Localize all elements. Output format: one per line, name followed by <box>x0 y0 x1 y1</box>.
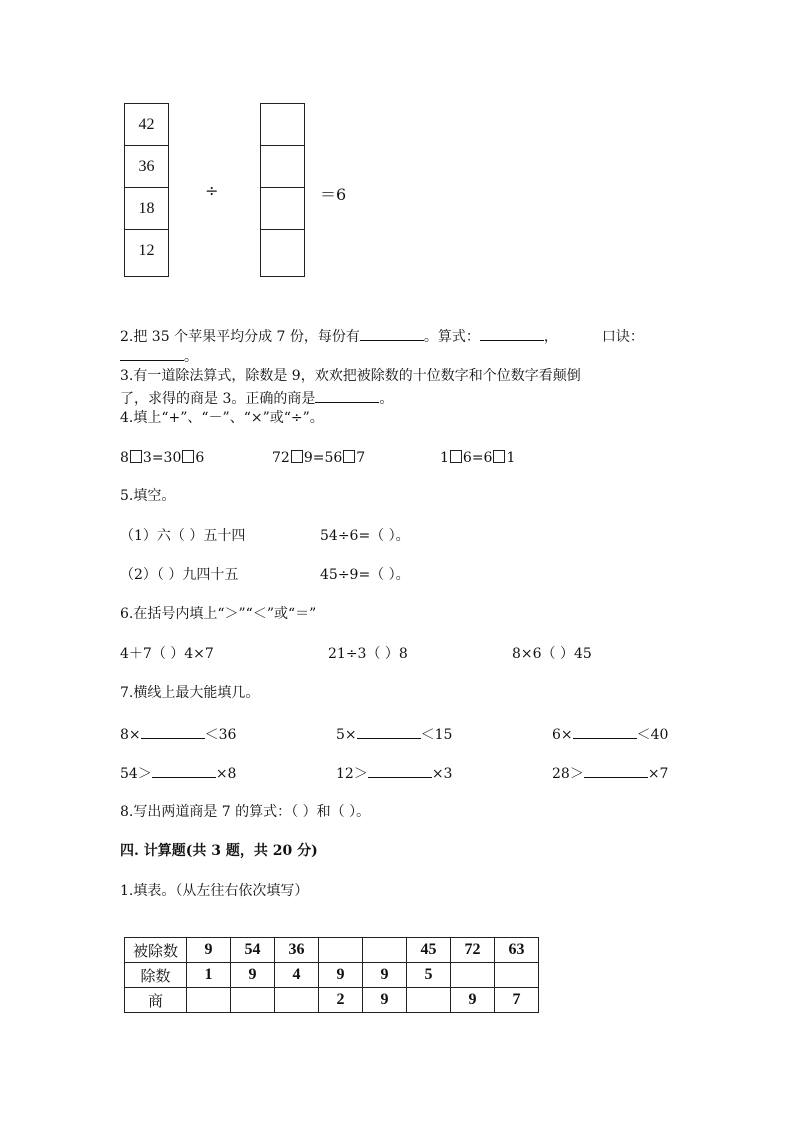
table-cell: 9 <box>319 963 363 988</box>
question-5-row-1-b: 54÷6=（ ）。 <box>320 528 410 544</box>
expr-part: 54＞ <box>120 766 152 782</box>
expr-part: 8 <box>120 450 129 466</box>
table-cell: 9 <box>363 963 407 988</box>
question-5-row-2-a: （2）（ ）九四十五 <box>120 567 239 583</box>
question-6-title: 6.在括号内填上“＞”“＜”或“＝” <box>120 606 317 622</box>
division-table <box>124 937 539 1013</box>
question-5-row-2-b: 45÷9=（ ）。 <box>320 567 410 583</box>
question-4-item <box>272 449 365 467</box>
question-4-item <box>120 449 204 467</box>
section-heading: 四. 计算题(共 3 题，共 20 分) <box>120 843 318 859</box>
table-cell[interactable] <box>451 963 495 988</box>
expr-part: ＜36 <box>204 727 237 743</box>
answer-blank[interactable] <box>368 763 432 778</box>
question-7-title: 7.横线上最大能填几。 <box>120 685 260 701</box>
question-3-line-1: 3.有一道除法算式，除数是 9，欢欢把被除数的十位数字和个位数字看颠倒 <box>120 368 581 384</box>
table-cell: 4 <box>275 963 319 988</box>
question-2-text: ， <box>543 329 558 345</box>
question-2-text: 。算式： <box>423 329 480 345</box>
expr-part: 1 <box>440 450 449 466</box>
question-2-text: 2.把 35 个苹果平均分成 7 份，每份有 <box>120 329 360 345</box>
table-cell: 54 <box>231 938 275 963</box>
dividend-box: 36 <box>125 146 168 188</box>
table-row <box>125 938 539 963</box>
operator-box[interactable] <box>291 450 303 463</box>
table-question-title: 1.填表。（从左往右依次填写） <box>120 883 309 899</box>
question-3-text: 。 <box>379 391 394 407</box>
divisor-answer-box[interactable] <box>261 146 304 188</box>
question-3-line-2 <box>120 388 393 408</box>
answer-blank[interactable] <box>141 724 205 739</box>
answer-blank[interactable] <box>480 326 544 341</box>
expr-part: 6=6 <box>462 450 493 466</box>
expr-part: 3=30 <box>142 450 182 466</box>
table-cell: 36 <box>275 938 319 963</box>
table-cell: 9 <box>451 988 495 1013</box>
dividend-box: 18 <box>125 188 168 230</box>
table-cell[interactable] <box>407 988 451 1013</box>
question-2-text: 。 <box>184 349 198 365</box>
question-6-item: 21÷3（ ）8 <box>328 646 408 662</box>
question-7-item <box>336 763 452 783</box>
expr-part: 9=56 <box>303 450 343 466</box>
expr-part: 72 <box>272 450 290 466</box>
operator-box[interactable] <box>130 450 142 463</box>
answer-blank[interactable] <box>584 763 648 778</box>
expr-part: 12＞ <box>336 766 368 782</box>
answer-blank[interactable] <box>357 724 421 739</box>
table-cell: 63 <box>495 938 539 963</box>
divisor-box-column <box>260 103 305 277</box>
table-cell[interactable] <box>187 988 231 1013</box>
dividend-box: 42 <box>125 104 168 146</box>
table-row <box>125 988 539 1013</box>
row-header: 除数 <box>125 963 187 988</box>
expr-part: ×3 <box>431 766 453 782</box>
table-cell: 5 <box>407 963 451 988</box>
expr-part: ×8 <box>215 766 237 782</box>
table-cell: 9 <box>363 988 407 1013</box>
table-cell: 45 <box>407 938 451 963</box>
answer-blank[interactable] <box>360 326 424 341</box>
operator-box[interactable] <box>182 450 194 463</box>
divisor-answer-box[interactable] <box>261 188 304 230</box>
question-3-text: 了，求得的商是 3。正确的商是 <box>120 391 316 407</box>
answer-blank[interactable] <box>120 346 184 361</box>
question-7-item <box>336 724 452 744</box>
table-cell: 72 <box>451 938 495 963</box>
question-7-item <box>552 763 668 783</box>
row-header: 商 <box>125 988 187 1013</box>
question-7-item <box>120 763 236 783</box>
dividend-box: 12 <box>138 242 155 259</box>
table-cell[interactable] <box>231 988 275 1013</box>
answer-blank[interactable] <box>315 388 379 403</box>
row-header: 被除数 <box>125 938 187 963</box>
table-cell: 7 <box>495 988 539 1013</box>
expr-part: 28＞ <box>552 766 584 782</box>
question-7-item <box>120 724 236 744</box>
divisor-answer-box[interactable] <box>261 230 304 272</box>
table-cell[interactable] <box>319 938 363 963</box>
expr-part: ＜40 <box>636 727 669 743</box>
operator-box[interactable] <box>493 450 505 463</box>
table-row <box>125 963 539 988</box>
question-4-title: 4.填上“+”、“－”、“×”或“÷”。 <box>120 410 324 426</box>
question-2-text: 口诀： <box>601 329 644 345</box>
table-cell[interactable] <box>495 963 539 988</box>
equals-result: ＝6 <box>320 185 347 204</box>
divisor-answer-box[interactable] <box>261 104 304 146</box>
table-cell: 9 <box>187 938 231 963</box>
answer-blank[interactable] <box>152 763 216 778</box>
question-6-item: 8×6（ ）45 <box>512 646 592 662</box>
table-cell: 1 <box>187 963 231 988</box>
expr-part: 6× <box>552 727 573 743</box>
table-cell: 2 <box>319 988 363 1013</box>
divide-sign: ÷ <box>205 181 219 200</box>
dividend-box-column <box>124 103 169 277</box>
question-2-line-2 <box>120 346 198 366</box>
operator-box[interactable] <box>450 450 462 463</box>
table-cell[interactable] <box>275 988 319 1013</box>
expr-part: 5× <box>336 727 357 743</box>
expr-part: 8× <box>120 727 141 743</box>
answer-blank[interactable] <box>573 724 637 739</box>
question-7-item <box>552 724 668 744</box>
question-6-item: 4＋7（ ）4×7 <box>120 646 214 662</box>
question-2-line-1 <box>120 326 644 346</box>
operator-box[interactable] <box>343 450 355 463</box>
expr-part: 1 <box>506 450 516 466</box>
table-cell: 9 <box>231 963 275 988</box>
question-5-title: 5.填空。 <box>120 488 176 504</box>
question-8: 8.写出两道商是 7 的算式：（ ）和（ ）。 <box>120 804 371 820</box>
table-cell[interactable] <box>363 938 407 963</box>
question-5-row-1-a: （1）六（ ）五十四 <box>120 528 246 544</box>
expr-part: ×7 <box>647 766 669 782</box>
expr-part: 7 <box>356 450 366 466</box>
expr-part: 6 <box>195 450 205 466</box>
expr-part: ＜15 <box>420 727 453 743</box>
question-4-item <box>440 449 515 467</box>
